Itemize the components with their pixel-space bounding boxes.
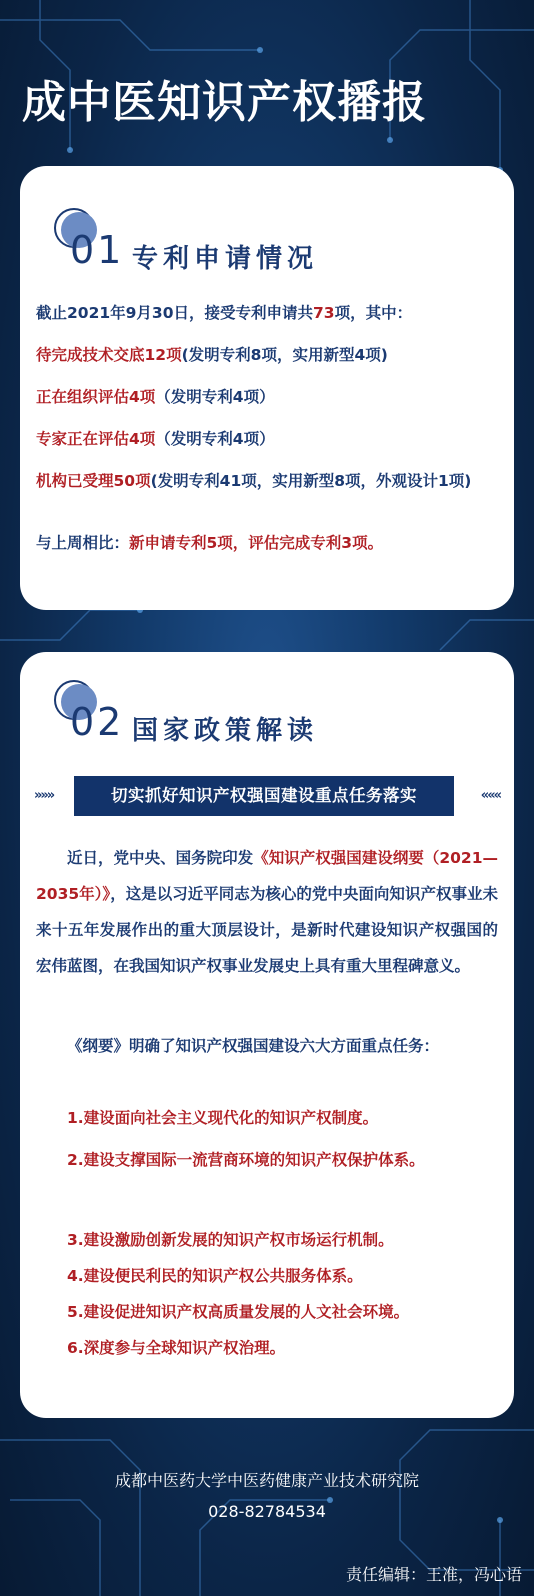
task-item: 3.建设激励创新发展的知识产权市场运行机制。 (67, 1231, 394, 1249)
status-line-accepted: 机构已受理50项(发明专利41项，实用新型8项，外观设计1项) (36, 472, 472, 490)
institute-name: 成都中医药大学中医药健康产业技术研究院 (114, 1471, 419, 1490)
summary-line: 截止2021年9月30日，接受专利申请共73项，其中： (36, 304, 413, 322)
patent-application-card (20, 166, 514, 610)
status-line-organizing: 正在组织评估4项（发明专利4项） (36, 388, 275, 406)
section-number: 02 (70, 700, 125, 744)
task-item: 6.深度参与全球知识产权治理。 (67, 1339, 286, 1357)
chevron-left-icon: »»» (34, 788, 54, 803)
policy-paragraph: 近日，党中央、国务院印发《知识产权强国建设纲要（2021—2035年）》，这是以习近平同志为核心的党中央面向知识产权事业未来十五年发展作出的重大顶层设计，是新时代建设知识产权强国的宏伟蓝图，在我国知识产权事业发展史上具有重大里程碑意义。 (36, 849, 499, 975)
task-item: 2.建设支撑国际一流营商环境的知识产权保护体系。 (67, 1151, 425, 1169)
headline-banner (34, 776, 500, 818)
policy-card (20, 652, 514, 1418)
total-count: 73 (313, 304, 335, 322)
section-header (38, 206, 338, 286)
status-line-pending: 待完成技术交底12项(发明专利8项，实用新型4项) (36, 346, 388, 364)
outline-title: 《知识产权强国建设纲要（2021—2035年）》 (36, 849, 499, 903)
task-item: 5.建设促进知识产权高质量发展的人文社会环境。 (67, 1303, 410, 1321)
tasks-intro: 《纲要》明确了知识产权强国建设六大方面重点任务： (67, 1037, 440, 1055)
page-title: 成中医知识产权播报 (22, 77, 427, 128)
task-item: 4.建设便民利民的知识产权公共服务体系。 (67, 1267, 363, 1285)
task-item: 1.建设面向社会主义现代化的知识产权制度。 (67, 1109, 379, 1127)
section-title: 专利申请情况 (132, 244, 319, 274)
editor-credit: 责任编辑：王准，冯心语 (345, 1565, 522, 1584)
section-title: 国家政策解读 (132, 716, 319, 746)
section-number: 01 (70, 228, 125, 272)
status-line-expert: 专家正在评估4项（发明专利4项） (36, 430, 275, 448)
phone-number: 028-82784534 (208, 1502, 326, 1521)
section-header (38, 678, 338, 758)
banner-title: 切实抓好知识产权强国建设重点任务落实 (74, 776, 454, 816)
weekly-comparison: 与上周相比：新申请专利5项，评估完成专利3项。 (36, 534, 384, 552)
chevron-right-icon: ««« (480, 788, 500, 803)
